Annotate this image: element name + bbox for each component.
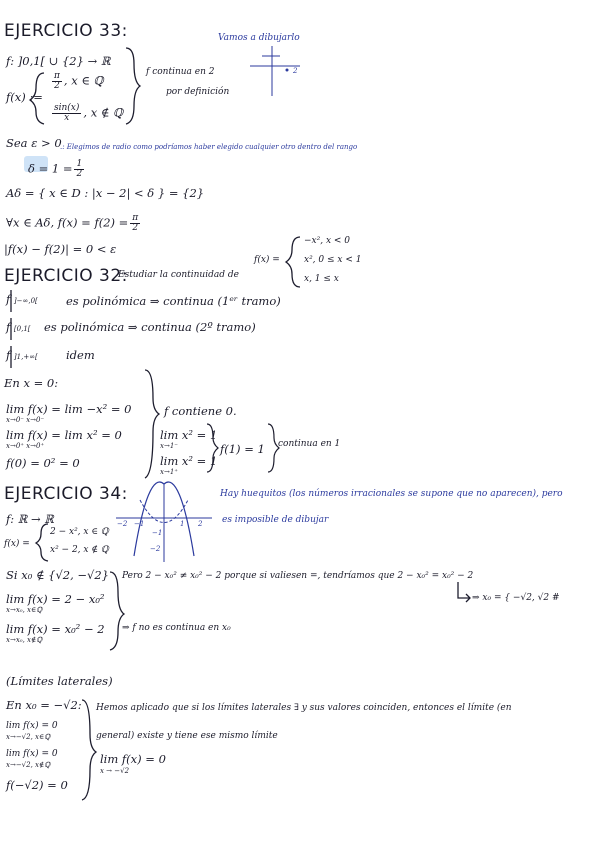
- ex34-lim-a-sub: x→x₀, x∈ℚ: [6, 606, 43, 614]
- ex34-lim-c: lim f(x) = 0: [6, 721, 58, 731]
- ex33-graph-label: 2: [293, 67, 298, 75]
- ex32-lim1a: lim x² = 1: [160, 428, 218, 442]
- ex34-result: ⇒ x₀ = { −√2, √2 #: [472, 593, 560, 603]
- ex34-lim-b-sub: x→x₀, x∉ℚ: [6, 636, 43, 644]
- ex33-por-def: por definición: [166, 87, 230, 97]
- ex34-axis-label: −1: [152, 529, 163, 537]
- ex32-lim1b-sub: x→1⁺: [160, 468, 178, 476]
- ex34-no-cont: ⇒ f no es continua en x₀: [122, 623, 231, 633]
- ex34-lim-d: lim f(x) = 0: [6, 749, 58, 759]
- ex34-note-blue-2: es imposible de dibujar: [222, 515, 329, 525]
- ex32-lim-plus: lim f(x) = lim x² = 0: [6, 428, 122, 442]
- ex33-title: EJERCICIO 33:: [4, 21, 128, 41]
- brace-ex32-def: [286, 237, 300, 287]
- ex32-piece-2: x², 0 ≤ x < 1: [304, 255, 362, 265]
- ex34-axis-label: −2: [117, 520, 128, 528]
- ex32-lim1a-sub: x→1⁻: [160, 442, 178, 450]
- ex32-row-2-text: es polinómica ⇒ continua (2º tramo): [44, 320, 256, 334]
- brace-ex33-right: [126, 48, 140, 124]
- ex34-lim-d-sub: x→−√2, x∉ℚ: [6, 761, 51, 769]
- ex34-title: EJERCICIO 34:: [4, 484, 128, 504]
- ex33-ineq: |f(x) − f(2)| = 0 < ε: [4, 242, 117, 256]
- ex32-f-label: f(x) =: [254, 255, 280, 265]
- ex32-row-1: f ]−∞,0[: [6, 292, 38, 306]
- ex32-f1: f(1) = 1: [220, 442, 265, 456]
- ex32-lim-minus-sub: x→0⁻ x→0⁻: [6, 416, 45, 424]
- ex33-sea: Sea ε > 0: [6, 136, 62, 150]
- ex34-case-2: x² − 2, x ∉ ℚ: [50, 545, 109, 555]
- ex33-case2: $\frac{\sin(x)}{x}$ , x ∉ ℚ: [54, 103, 124, 123]
- ex33-draw-note: Vamos a dibujarlo: [218, 33, 300, 43]
- ex32-lim-plus-sub: x→0⁺ x→0⁺: [6, 442, 45, 450]
- ex33-delta: δ = 1 = $\frac{1}{2}$: [28, 159, 83, 179]
- ex34-axis-label: 2: [198, 520, 203, 528]
- ex34-hemos: Hemos aplicado que si los límites laterales ∃ y sus valores coinciden, entonces el límite (en: [96, 703, 512, 713]
- ex34-en2: En x₀ = −√2:: [6, 698, 82, 712]
- ex32-lim-minus: lim f(x) = lim −x² = 0: [6, 402, 132, 416]
- ex34-lim-final-sub: x → −√2: [100, 767, 130, 775]
- ex34-axis-label: 1: [180, 520, 185, 528]
- ex32-en0: En x = 0:: [4, 376, 59, 390]
- brace-ex32-limits: [145, 370, 159, 478]
- ex33-forall: ∀x ∈ Aδ, f(x) = f(2) = $\frac{\pi}{2}$: [6, 213, 139, 233]
- ex32-f0: f(0) = 0² = 0: [6, 456, 80, 470]
- ex34-laterales: (Límites laterales): [6, 674, 113, 688]
- ex34-lim-b: lim f(x) = x₀² − 2: [6, 622, 105, 636]
- ex34-domain: f: ℝ → ℝ: [6, 512, 54, 526]
- ex32-row-2: f [0,1[: [6, 320, 31, 334]
- ex33-case1: $\frac{\pi}{2}$ , x ∈ ℚ: [54, 71, 104, 91]
- ex32-row-3-text: idem: [66, 348, 95, 362]
- ex34-case-1: 2 − x², x ∈ ℚ: [50, 527, 109, 537]
- ex32-piece-1: −x², x < 0: [304, 236, 351, 246]
- ex34-hemos-2: general) existe y tiene ese mismo límite: [96, 731, 278, 741]
- ex32-tiene0: f contiene 0.: [164, 404, 237, 418]
- ex32-title: EJERCICIO 32:: [4, 266, 128, 286]
- ex34-si: Si x₀ ∉ {√2, −√2}: [6, 568, 110, 582]
- ex34-lim-final: lim f(x) = 0: [100, 752, 166, 766]
- ex32-piece-3: x, 1 ≤ x: [304, 274, 339, 284]
- ex34-axis-label: −2: [150, 545, 161, 553]
- ex33-domain: f: ]0,1[ ∪ {2} → ℝ: [6, 54, 111, 68]
- ex32-lim1b: lim x² = 1: [160, 454, 218, 468]
- ex32-row-1-text: es polinómica ⇒ continua (1ᵉʳ tramo): [66, 294, 281, 308]
- ex33-def-label: f(x) :=: [6, 90, 43, 104]
- ex34-lim-a: lim f(x) = 2 − x₀²: [6, 592, 105, 606]
- ex34-def-label: f(x) =: [4, 539, 30, 549]
- ex32-cont1: continua en 1: [278, 439, 341, 449]
- ex33-cont-note: f continua en 2: [146, 67, 215, 77]
- ex32-statement: Estudiar la continuidad de: [118, 270, 239, 280]
- ex32-row-3: f ]1,+∞[: [6, 348, 38, 362]
- ex34-axis-label: −1: [134, 520, 145, 528]
- ex33-sea-note: .: Elegimos de radio como podríamos haber elegido cualquier otro dentro del rango: [60, 143, 358, 151]
- ex34-lim-c-sub: x→−√2, x∈ℚ: [6, 733, 51, 741]
- ex34-note-blue: Hay huequitos (los números irracionales se supone que no aparecen), pero: [220, 489, 563, 499]
- ex34-fval: f(−√2) = 0: [6, 778, 68, 792]
- ex34-pero: Pero 2 − x₀² ≠ x₀² − 2 porque si valiesen =, tendríamos que 2 − x₀² = x₀² − 2: [122, 571, 474, 581]
- ex33-a-delta: Aδ = { x ∈ D : |x − 2| < δ } = {2}: [6, 186, 205, 200]
